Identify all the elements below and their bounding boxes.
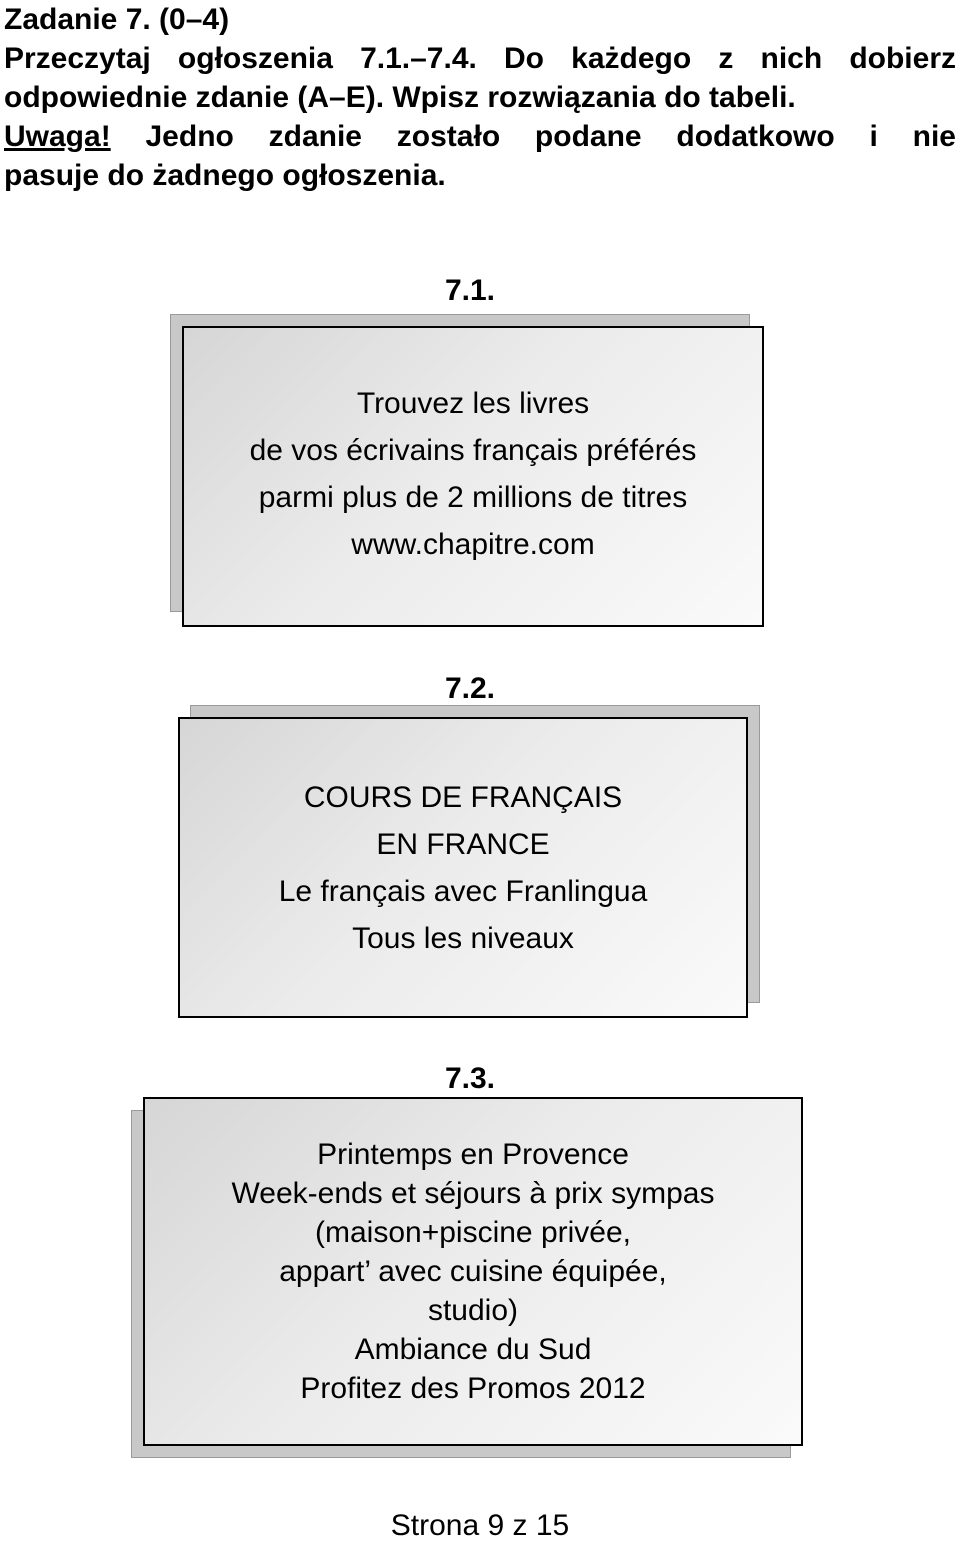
ad-line: EN FRANCE [376, 828, 550, 861]
ad-number-7-3: 7.3. [444, 1062, 496, 1095]
task-note [4, 117, 956, 156]
ad-line: parmi plus de 2 millions de titres [258, 481, 688, 514]
ad-number-7-2: 7.2. [444, 672, 496, 705]
ad-box [143, 1097, 803, 1446]
ad-line: COURS DE FRANÇAIS [303, 781, 623, 814]
task-title: Zadanie 7. (0–4) [4, 3, 230, 36]
ad-line: www.chapitre.com [351, 528, 595, 561]
ad-line: Tous les niveaux [352, 922, 574, 955]
note-text-line2: pasuje do żadnego ogłoszenia. [4, 159, 446, 192]
page-number: Strona 9 z 15 [390, 1509, 570, 1542]
ad-line: Trouvez les livres [356, 387, 590, 420]
ad-box [182, 326, 764, 627]
ad-line: Week-ends et séjours à prix sympas [231, 1177, 715, 1210]
ad-line: Printemps en Provence [317, 1138, 629, 1171]
ad-line: (maison+piscine privée, [315, 1216, 631, 1249]
task-instruction: Przeczytaj ogłoszenia 7.1.–7.4. Do każdego z nich dobierz odpowiednie zdanie (A–E). Wpisz rozwiązania do tabeli. [4, 42, 956, 114]
ad-line: de vos écrivains français préférés [249, 434, 697, 467]
ad-line: Le français avec Franlingua [278, 875, 648, 908]
ad-line: appart’ avec cuisine équipée, [279, 1255, 667, 1288]
note-text-line1: Jedno zdanie zostało podane dodatkowo i nie [145, 120, 956, 153]
ad-line: Profitez des Promos 2012 [300, 1372, 646, 1405]
ad-number-7-1: 7.1. [444, 274, 496, 307]
ad-line: Ambiance du Sud [354, 1333, 592, 1366]
note-label: Uwaga! [4, 120, 111, 153]
ad-line: studio) [427, 1294, 519, 1327]
ad-box [178, 717, 748, 1018]
task-header [4, 0, 956, 195]
